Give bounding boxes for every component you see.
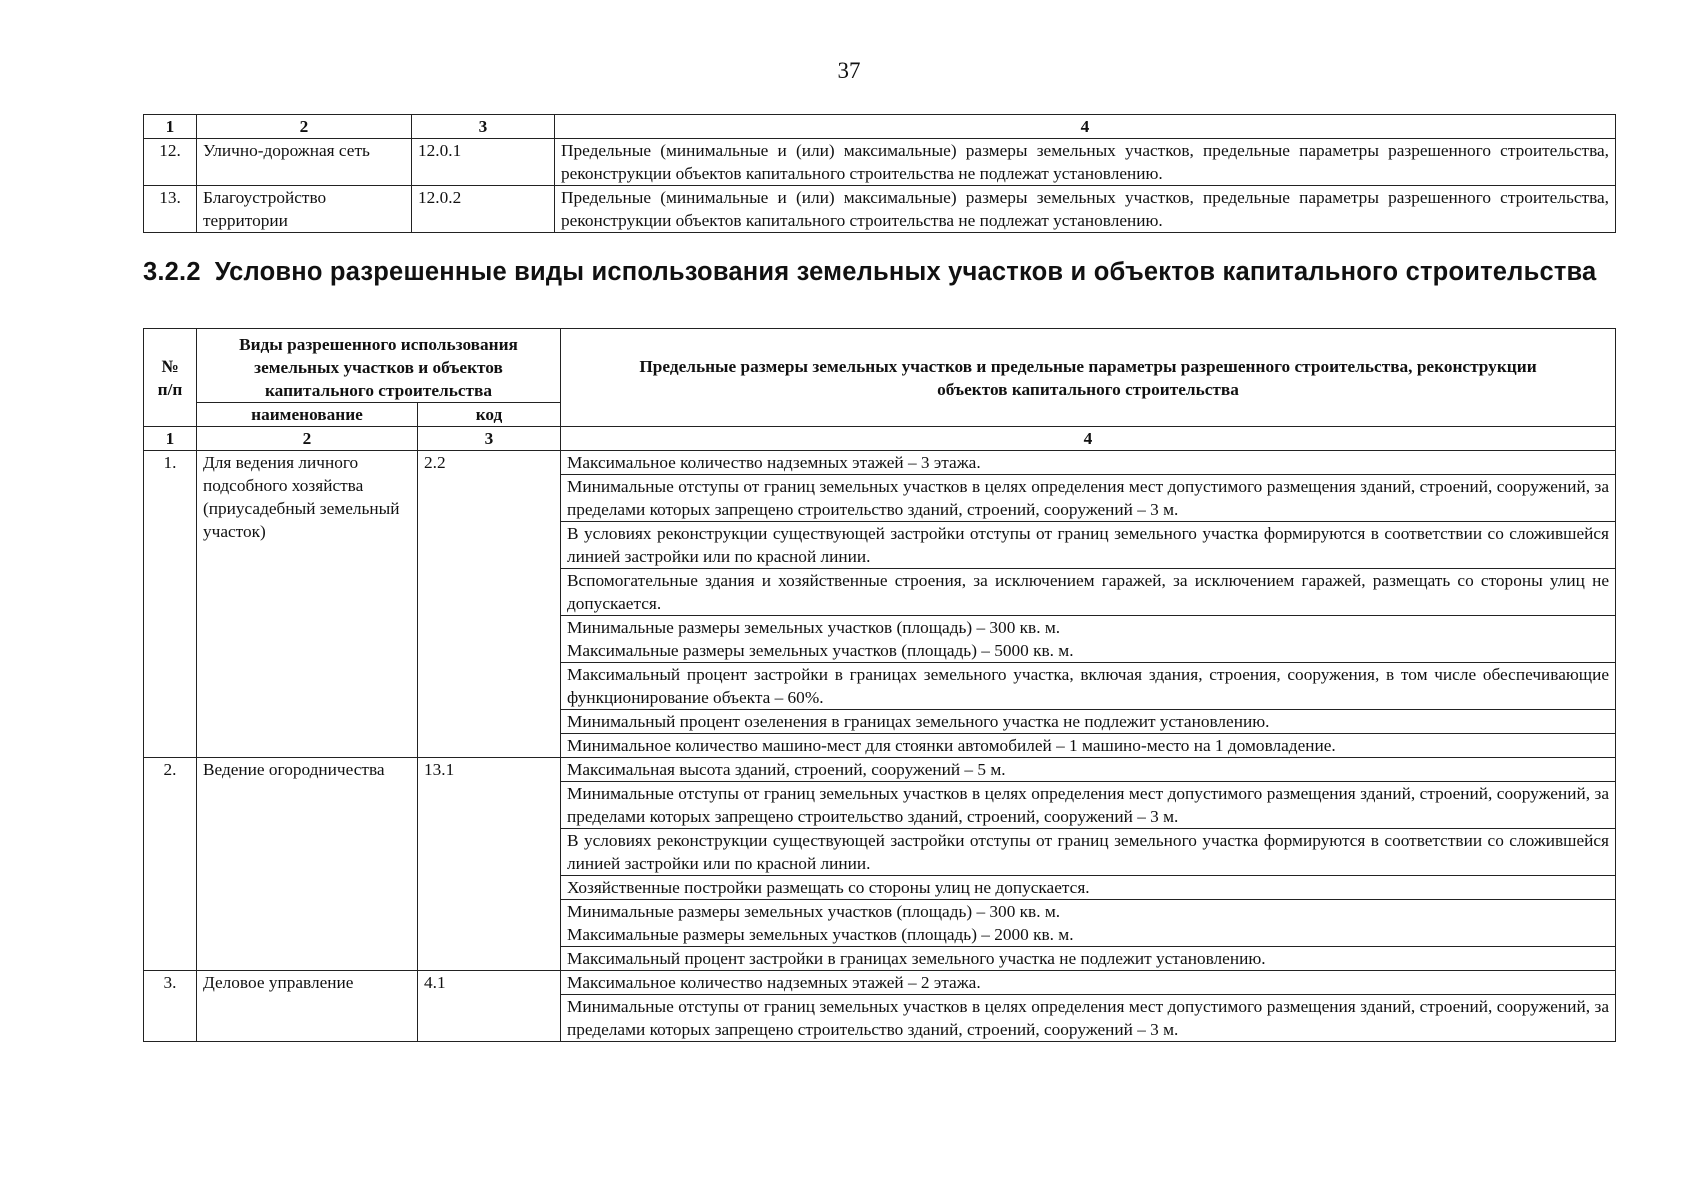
parameter-cell — [561, 451, 1616, 475]
table-row — [144, 186, 1616, 233]
row-number: 3. — [144, 971, 197, 1042]
parameter-text: Вспомогательные здания и хозяйственные строения, за исключением гаражей, за исключением гаражей, размещать со стороны улиц не допускается. — [567, 571, 1609, 613]
parameter-text: Максимальные размеры земельных участков (площадь) – 5000 кв. м. — [567, 641, 1074, 660]
column-number-row — [144, 427, 1616, 451]
row-number: 1. — [144, 451, 197, 758]
use-type-name: Ведение огородничества — [197, 758, 418, 971]
parameter-cell — [561, 663, 1616, 710]
col-number: 3 — [418, 427, 561, 451]
use-type-code: 2.2 — [418, 451, 561, 758]
use-type-name: Благоустройство территории — [197, 186, 412, 233]
col-number: 4 — [561, 427, 1616, 451]
parameter-text: Максимальная высота зданий, строений, сооружений – 5 м. — [567, 760, 1006, 779]
header-name: наименование — [197, 403, 418, 427]
parameter-cell — [561, 900, 1616, 947]
use-type-name: Для ведения личного подсобного хозяйства (приусадебный земельный участок) — [197, 451, 418, 758]
column-number-row — [144, 115, 1616, 139]
parameter-cell — [561, 947, 1616, 971]
table-row — [144, 971, 1616, 995]
parameter-cell — [561, 710, 1616, 734]
section-heading — [143, 258, 1610, 287]
header-parameters: Предельные размеры земельных участков и предельные параметры разрешенного строительства, реконструкции объектов капитального строительства — [561, 329, 1616, 427]
use-type-code: 12.0.1 — [412, 139, 555, 186]
parameter-cell — [561, 829, 1616, 876]
parameter-cell — [561, 758, 1616, 782]
header-number: № п/п — [144, 329, 197, 427]
section-number: 3.2.2 — [143, 258, 201, 286]
row-number: 2. — [144, 758, 197, 971]
use-type-code: 4.1 — [418, 971, 561, 1042]
parameter-cell — [561, 995, 1616, 1042]
parameter-cell — [561, 616, 1616, 663]
parameter-text: Минимальные размеры земельных участков (площадь) – 300 кв. м. — [567, 618, 1061, 637]
table-row — [144, 451, 1616, 475]
parameter-text: В условиях реконструкции существующей застройки отступы от границ земельного участка формируются в соответствии со сложившейся линией застройки или по красной линии. — [567, 524, 1609, 566]
parameter-text: Максимальные размеры земельных участков (площадь) – 2000 кв. м. — [567, 925, 1074, 944]
parameter-cell — [561, 782, 1616, 829]
section-title: Условно разрешенные виды использования земельных участков и объектов капитального строительства — [214, 258, 1597, 286]
use-type-name: Улично-дорожная сеть — [197, 139, 412, 186]
parameter-text: Минимальные отступы от границ земельных участков в целях определения мест допустимого размещения зданий, строений, сооружений, за пределами которых запрещено строительство зданий, строений, сооружений – 3 м. — [567, 477, 1609, 519]
use-type-code: 13.1 — [418, 758, 561, 971]
parameter-text: Максимальный процент застройки в границах земельного участка не подлежит установлению. — [567, 949, 1266, 968]
continued-table — [143, 114, 1616, 233]
table-row — [144, 758, 1616, 782]
col-number: 3 — [412, 115, 555, 139]
parameter-text: Максимальный процент застройки в границах земельного участка, включая здания, строения, сооружения, в том числе обеспечивающие функционирование объекта – 60%. — [567, 665, 1609, 707]
parameter-cell — [561, 876, 1616, 900]
use-type-code: 12.0.2 — [412, 186, 555, 233]
parameter-text: В условиях реконструкции существующей застройки отступы от границ земельного участка формируются в соответствии со сложившейся линией застройки или по красной линии. — [567, 831, 1609, 873]
use-type-name: Деловое управление — [197, 971, 418, 1042]
header-row — [144, 329, 1616, 403]
parameter-text: Минимальные отступы от границ земельных участков в целях определения мест допустимого размещения зданий, строений, сооружений, за пределами которых запрещено строительство зданий, строений, сооружений – 3 м. — [567, 784, 1609, 826]
parameter-cell — [561, 475, 1616, 522]
parameters-text: Предельные (минимальные и (или) максимальные) размеры земельных участков, предельные параметры разрешенного строительства, реконструкции объектов капитального строительства не подлежат установлению. — [555, 186, 1616, 233]
col-number: 2 — [197, 115, 412, 139]
row-number: 12. — [144, 139, 197, 186]
col-number: 1 — [144, 115, 197, 139]
page-number: 37 — [837, 58, 861, 83]
parameter-text: Минимальные размеры земельных участков (площадь) – 300 кв. м. — [567, 902, 1061, 921]
col-number: 1 — [144, 427, 197, 451]
parameter-cell — [561, 569, 1616, 616]
parameter-cell — [561, 734, 1616, 758]
col-number: 2 — [197, 427, 418, 451]
parameter-cell — [561, 971, 1616, 995]
row-number: 13. — [144, 186, 197, 233]
parameter-text: Максимальное количество надземных этажей – 3 этажа. — [567, 453, 981, 472]
parameter-text: Минимальный процент озеленения в границах земельного участка не подлежит установлению. — [567, 712, 1270, 731]
header-code: код — [418, 403, 561, 427]
col-number: 4 — [555, 115, 1616, 139]
header-use-types: Виды разрешенного использования земельных участков и объектов капитального строительства — [197, 329, 561, 403]
parameter-cell — [561, 522, 1616, 569]
parameters-text: Предельные (минимальные и (или) максимальные) размеры земельных участков, предельные параметры разрешенного строительства, реконструкции объектов капитального строительства не подлежат установлению. — [555, 139, 1616, 186]
parameter-text: Хозяйственные постройки размещать со стороны улиц не допускается. — [567, 878, 1090, 897]
parameter-text: Минимальные отступы от границ земельных участков в целях определения мест допустимого размещения зданий, строений, сооружений, за пределами которых запрещено строительство зданий, строений, сооружений – 3 м. — [567, 997, 1609, 1039]
conditional-uses-table — [143, 328, 1616, 1042]
parameter-text: Максимальное количество надземных этажей – 2 этажа. — [567, 973, 981, 992]
parameter-text: Минимальное количество машино-мест для стоянки автомобилей – 1 машино-место на 1 домовладение. — [567, 736, 1336, 755]
table-row — [144, 139, 1616, 186]
